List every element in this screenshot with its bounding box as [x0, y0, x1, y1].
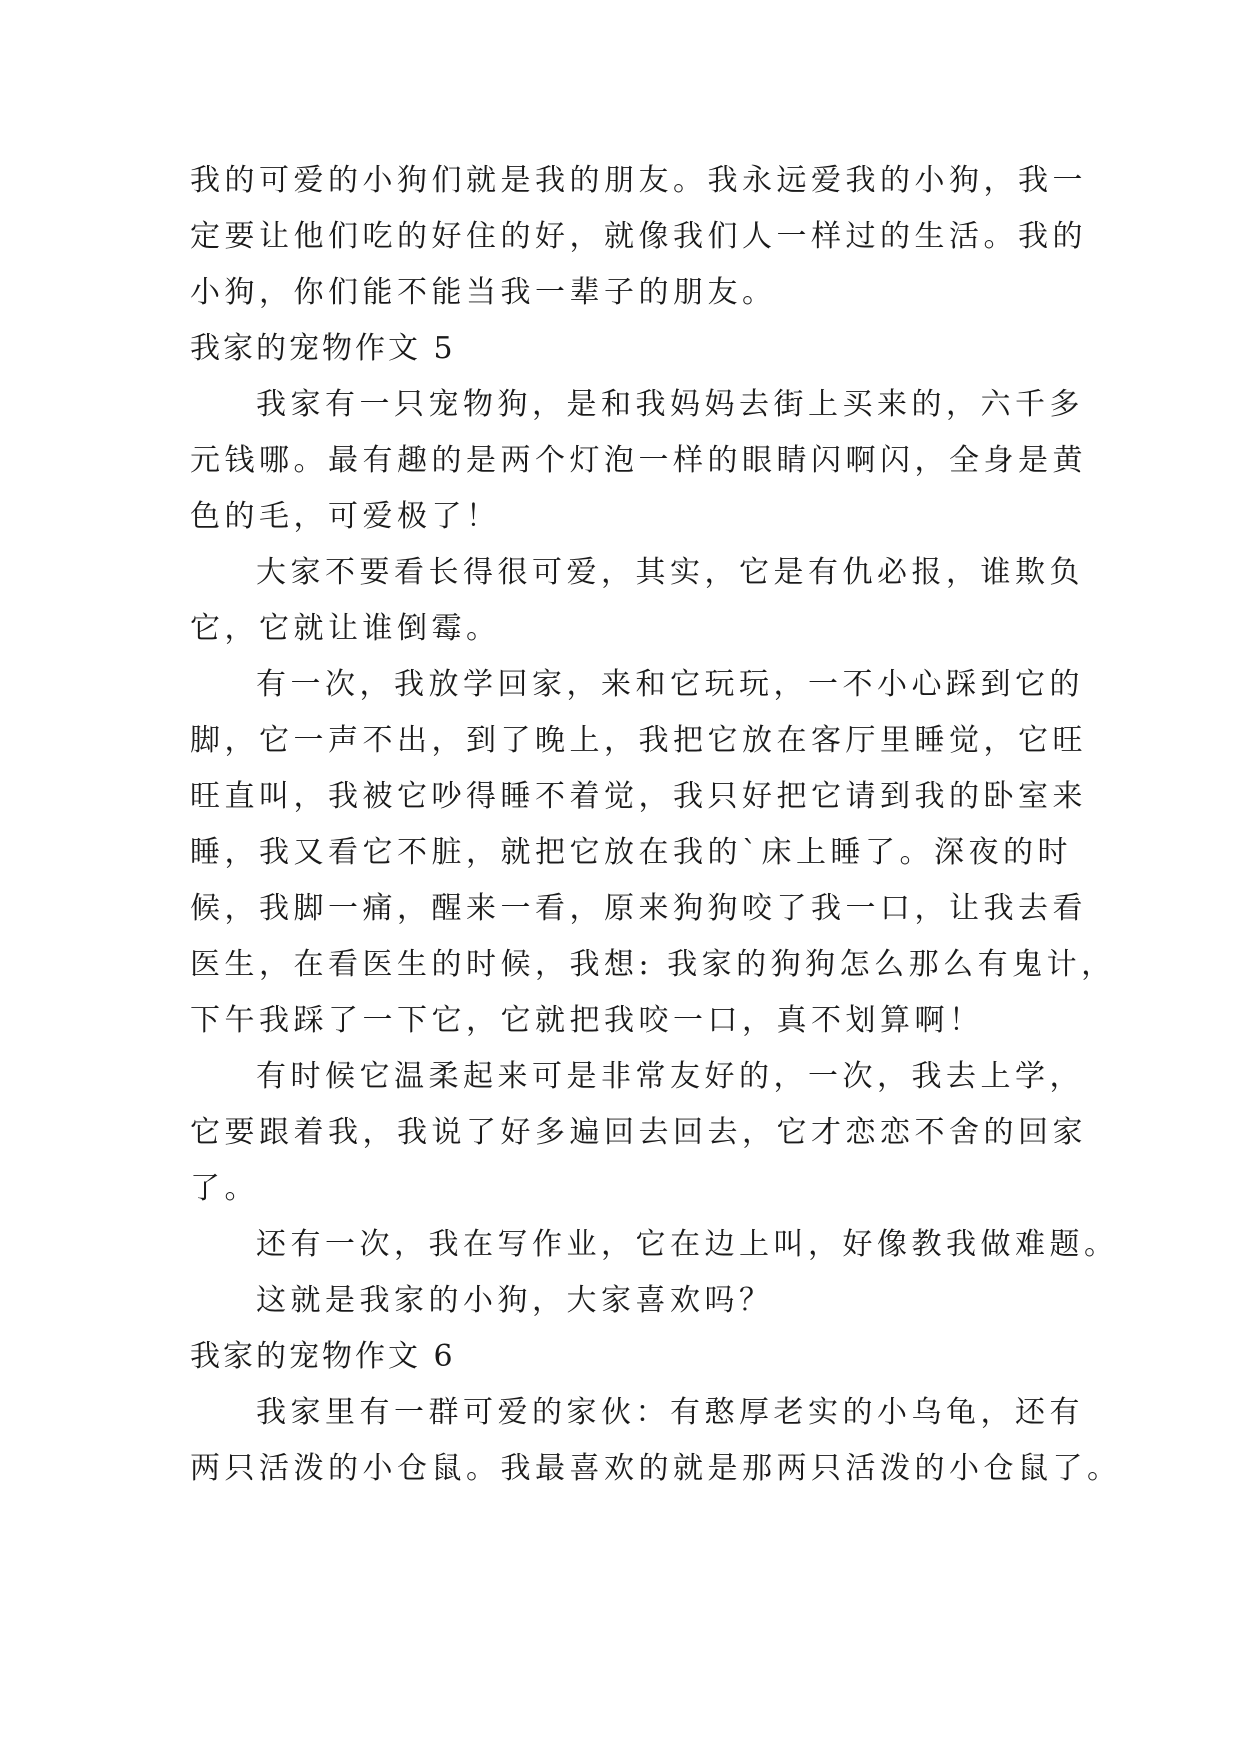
paragraph-line: 这就是我家的小狗，大家喜欢吗？ — [256, 1283, 774, 1318]
paragraph-line: 有一次，我放学回家，来和它玩玩，一不小心踩到它的 — [256, 667, 1084, 702]
paragraph-line: 有时候它温柔起来可是非常友好的，一次，我去上学， — [256, 1059, 1084, 1094]
paragraph-line: 小狗，你们能不能当我一辈子的朋友。 — [190, 275, 777, 310]
paragraph-line: 我的可爱的小狗们就是我的朋友。我永远爱我的小狗，我一 — [190, 163, 1087, 198]
paragraph-line: 医生，在看医生的时候，我想: 我家的狗狗怎么那么有鬼计， — [190, 947, 1116, 982]
paragraph-line: 它要跟着我，我说了好多遍回去回去，它才恋恋不舍的回家 — [190, 1115, 1087, 1150]
paragraph-line: 脚，它一声不出，到了晚上，我把它放在客厅里睡觉，它旺 — [190, 723, 1087, 758]
paragraph-line: 两只活泼的小仓鼠。我最喜欢的就是那两只活泼的小仓鼠了。 — [190, 1451, 1122, 1486]
paragraph-line: 我家有一只宠物狗，是和我妈妈去街上买来的，六千多 — [256, 387, 1084, 422]
paragraph-line: 还有一次，我在写作业，它在边上叫，好像教我做难题。 — [256, 1227, 1119, 1262]
section-heading: 我家的宠物作文 6 — [190, 1339, 456, 1374]
paragraph-line: 我家里有一群可爱的家伙：有憨厚老实的小乌龟，还有 — [256, 1395, 1084, 1430]
paragraph-line: 它，它就让谁倒霉。 — [190, 611, 501, 646]
paragraph-line: 下午我踩了一下它，它就把我咬一口，真不划算啊！ — [190, 1003, 984, 1038]
paragraph-line: 元钱哪。最有趣的是两个灯泡一样的眼睛闪啊闪，全身是黄 — [190, 443, 1087, 478]
paragraph-line: 定要让他们吃的好住的好，就像我们人一样过的生活。我的 — [190, 219, 1087, 254]
paragraph-line: 大家不要看长得很可爱，其实，它是有仇必报，谁欺负 — [256, 555, 1084, 590]
section-heading: 我家的宠物作文 5 — [190, 331, 456, 366]
paragraph-line: 旺直叫，我被它吵得睡不着觉，我只好把它请到我的卧室来 — [190, 779, 1087, 814]
paragraph-line: 了。 — [190, 1171, 259, 1206]
paragraph-line: 候，我脚一痛，醒来一看，原来狗狗咬了我一口，让我去看 — [190, 891, 1087, 926]
paragraph-line: 睡，我又看它不脏，就把它放在我的`床上睡了。深夜的时 — [190, 835, 1072, 870]
paragraph-line: 色的毛，可爱极了！ — [190, 499, 501, 534]
